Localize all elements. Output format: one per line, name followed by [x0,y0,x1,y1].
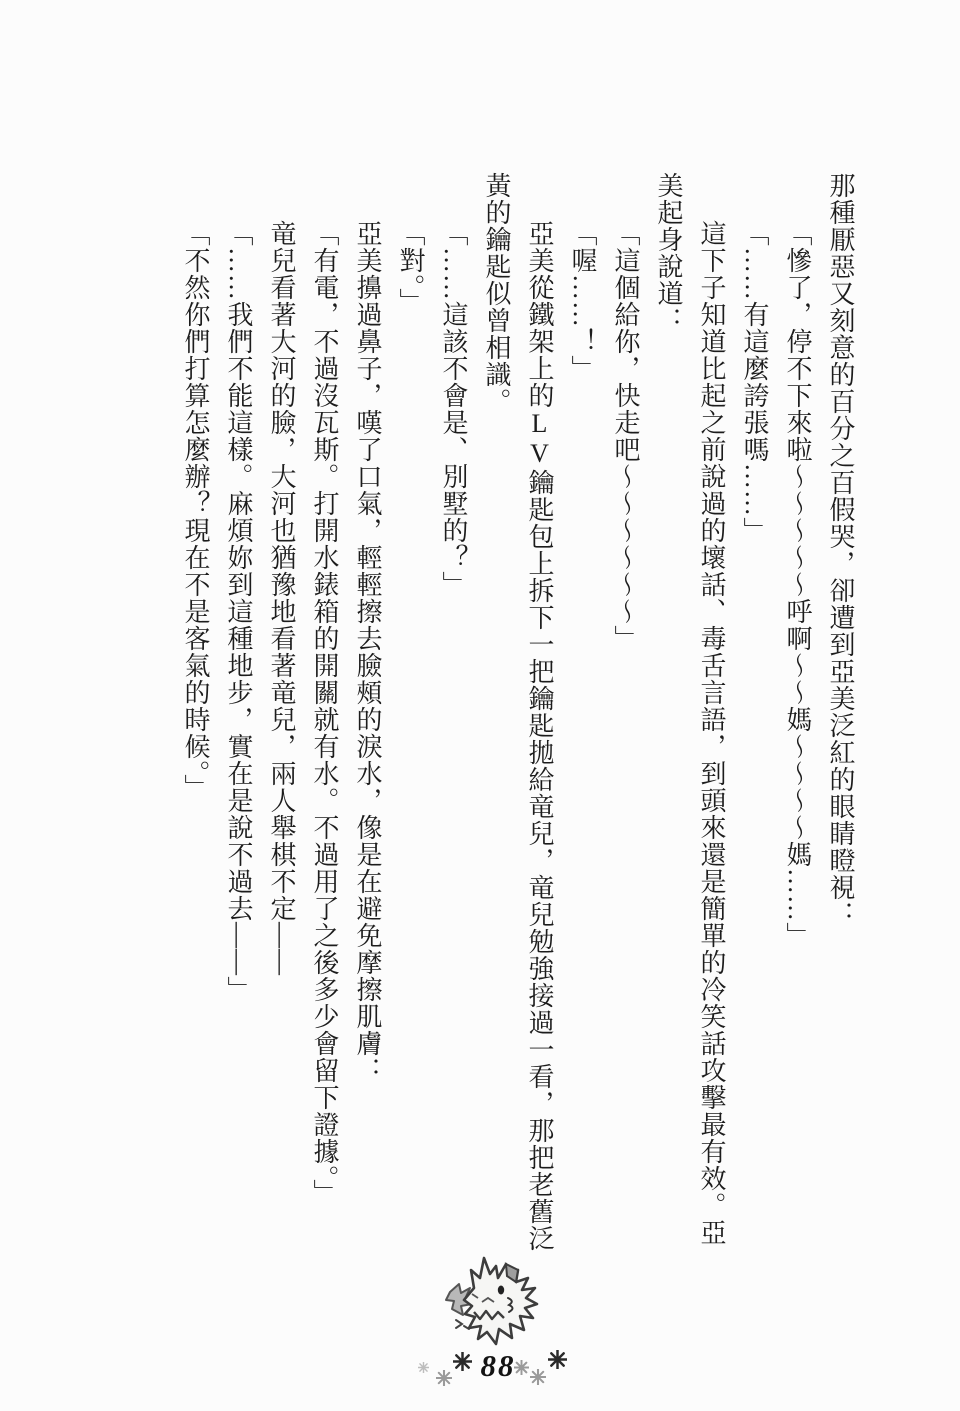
text-block [174,172,862,1260]
page-number: 88 [480,1348,516,1383]
text-column: 「喔……！」 [568,220,597,382]
text-column: 「不然你們打算怎麼辦？現在不是客氣的時候。」 [181,220,210,801]
sparkle-star-icon [548,1350,567,1369]
sparkle-star-icon [418,1362,429,1373]
text-column: 「……有這麼誇張嗎……」 [740,220,769,544]
text-column: 亞美擤過鼻子，嘆了口氣，輕輕擦去臉頰的淚水，像是在避免摩擦肌膚： [353,220,382,1084]
spiky-tiger-doodle-icon [438,1254,553,1354]
text-column: 「慘了，停不下來啦～～～～～呼啊～～媽～～～～媽……」 [783,220,812,949]
text-column: 那種厭惡又刻意的百分之百假哭，卻遭到亞美泛紅的眼睛瞪視： [826,172,855,928]
sparkle-star-icon [436,1370,452,1386]
text-column: 「……我們不能這樣。麻煩妳到這種地步，實在是說不過去——」 [224,220,253,1003]
text-column: 「……這該不會是、別墅的？」 [439,220,468,598]
text-column: 竜兒看著大河的臉，大河也猶豫地看著竜兒，兩人舉棋不定—— [267,220,296,976]
text-column: 「這個給你，快走吧～～～～～～」 [611,220,640,652]
text-column: 「有電，不過沒瓦斯。打開水錶箱的開關就有水。不過用了之後多少會留下證據。」 [310,220,339,1206]
text-column: 亞美從鐵架上的LV鑰匙包上拆下一把鑰匙拋給竜兒，竜兒勉強接過一看，那把老舊泛 [525,220,554,1252]
text-column: 美起身說道： [654,172,683,334]
sparkle-star-icon [530,1369,546,1385]
text-column: 黃的鑰匙似曾相識。 [482,172,511,415]
text-column: 這下子知道比起之前說過的壞話、毒舌言語，到頭來還是簡單的冷笑話攻擊最有效。亞 [697,220,726,1246]
text-column: 「對。」 [396,220,425,315]
